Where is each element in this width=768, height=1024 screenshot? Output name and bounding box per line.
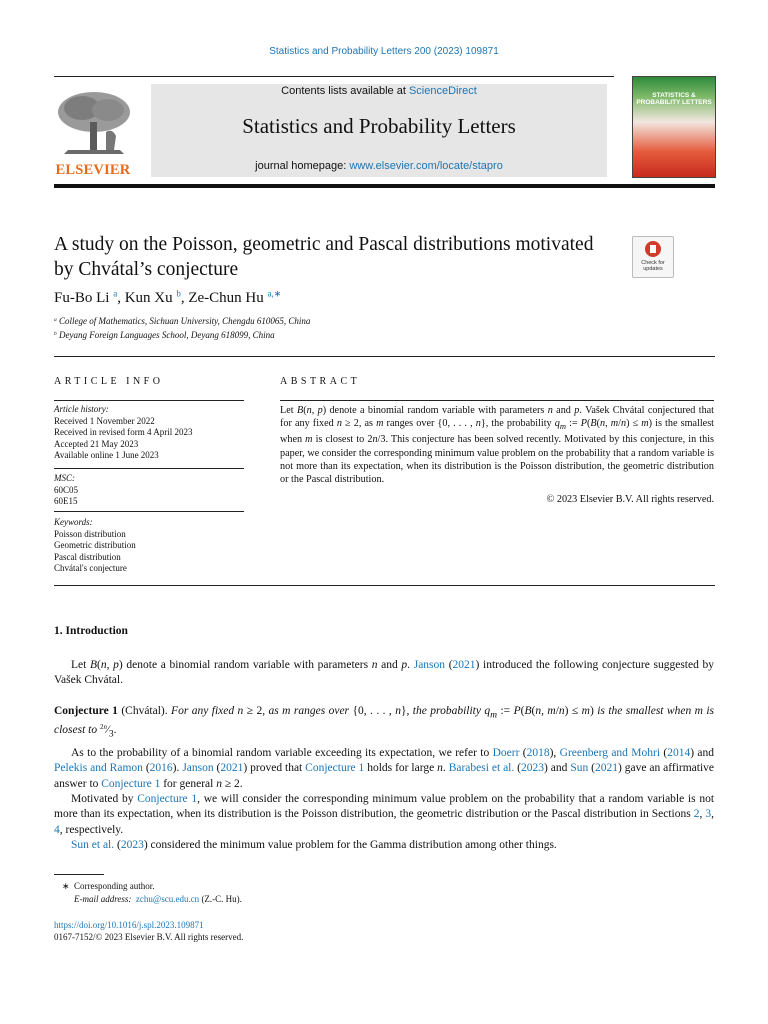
msc-label: MSC: [54, 473, 75, 483]
citation-link[interactable]: Barabesi et al. [448, 762, 515, 775]
keywords-block [54, 517, 136, 575]
intro-paragraph-3: Motivated by Conjecture 1, we will consider the corresponding minimum value problem on the probability that a random variable is not more than its expectation, when its distribution is the Poisson distribution, the geometric distribution or the Pascal distribution in Sections 2, 3, 4, respectively. [54, 793, 715, 836]
contents-line: Contents lists available at ScienceDirect [281, 85, 477, 97]
elsevier-logo [54, 88, 132, 178]
citation-header[interactable]: Statistics and Probability Letters 200 (2023) 109871 [269, 46, 499, 57]
section-rule [54, 585, 715, 586]
check-updates-label: Check for updates [641, 260, 665, 272]
keyword: Pascal distribution [54, 551, 121, 562]
citation-link[interactable]: Janson [182, 762, 214, 775]
homepage-link[interactable]: www.elsevier.com/locate/stapro [349, 160, 503, 172]
article-history [54, 404, 192, 462]
history-item: Available online 1 June 2023 [54, 450, 159, 460]
affiliation-mark[interactable]: a [113, 288, 118, 299]
corresponding-note: ∗ Corresponding author. [62, 881, 155, 891]
affiliation-a: $^a$ College of Mathematics, Sichuan University, Chengdu 610065, China [54, 316, 311, 326]
info-rule [54, 400, 244, 401]
email-note: E-mail address: zchu@scu.edu.cn (Z.-C. Hu). [74, 894, 242, 904]
header-rule [54, 76, 614, 77]
citation-link[interactable]: Janson [413, 659, 446, 671]
email-link[interactable]: zchu@scu.edu.cn [135, 894, 200, 904]
msc-code: 60E15 [54, 496, 78, 506]
citation-link[interactable]: 2023 [521, 762, 545, 775]
check-for-updates-badge[interactable] [632, 236, 674, 278]
info-rule [54, 468, 244, 469]
publisher-name: ELSEVIER [55, 162, 131, 178]
citation-link[interactable]: 2023 [120, 839, 144, 851]
affiliation-mark[interactable]: b [176, 288, 181, 299]
history-item: Received in revised form 4 April 2023 [54, 427, 193, 437]
abstract-heading: ABSTRACT [280, 376, 361, 387]
citation-link[interactable]: 2021 [452, 659, 476, 671]
citation-link[interactable]: Pelekis and Ramon [54, 762, 143, 775]
msc-code: 60C05 [54, 484, 79, 495]
citation-link[interactable]: 2016 [149, 762, 173, 775]
conjecture-link[interactable]: Conjecture 1 [137, 793, 198, 805]
info-rule [54, 511, 244, 512]
author-name[interactable]: Ze-Chun Hu [188, 290, 264, 306]
intro-paragraph-1: Let B(n, p) denote a binomial random variable with parameters n and p. Janson (2021) introduced the following conjecture suggested by Vašek Chvátal. [54, 659, 715, 687]
conjecture-link[interactable]: Conjecture 1 [305, 762, 365, 775]
bookmark-icon [645, 241, 661, 257]
intro-paragraph-4: Sun et al. (2023) considered the minimum value problem for the Gamma distribution among other things. [71, 839, 557, 851]
section-rule [54, 356, 715, 357]
intro-heading: 1. Introduction [54, 625, 128, 637]
keyword: Poisson distribution [54, 528, 126, 539]
intro-paragraph-2: As to the probability of a binomial random variable exceeding its expectation, we refer to Doerr (2018), Greenberg and Mohri (2014) and Pelekis and Ramon (2016). Janson (2021) proved that Conjecture 1 holds for large n. Barabesi et al. (2023) and Sun (2021) gave an affirmative answer to Conjecture 1 for general n ≥ 2. [54, 747, 715, 790]
conjecture-link[interactable]: Conjecture 1 [101, 777, 161, 790]
citation-link[interactable]: Sun et al. [71, 839, 115, 851]
citation-link[interactable]: Sun [570, 762, 589, 775]
article-title: A study on the Poisson, geometric and Pascal distributions motivated by Chvátal’s conjecture [54, 234, 594, 280]
conjecture-1: Conjecture 1 (Chvátal). For any fixed n ≥ 2, as m ranges over {0, . . . , n}, the probability $q_m$ := P(B(n, m/n) ≤ m) is the smallest when m is closest to $^{2n}⁄_3$. [54, 705, 715, 739]
abstract-rule [280, 400, 714, 401]
cover-title: STATISTICS & PROBABILITY LETTERS [636, 92, 712, 106]
author-name[interactable]: Kun Xu [124, 290, 173, 306]
footnote-rule [54, 874, 104, 875]
sciencedirect-link[interactable]: ScienceDirect [408, 85, 477, 97]
author-list: Fu-Bo Li $^a$, Kun Xu $^b$, Ze-Chun Hu $^{a,∗}$ [54, 288, 282, 306]
citation-link[interactable]: Greenberg and Mohri [559, 747, 661, 759]
citation-link[interactable]: 2018 [526, 747, 550, 759]
citation-link[interactable]: 2014 [667, 747, 691, 759]
doi-link[interactable]: https://doi.org/10.1016/j.spl.2023.109871 [54, 920, 204, 930]
journal-name: Statistics and Probability Letters [242, 114, 516, 138]
affiliation-mark[interactable]: a,∗ [267, 288, 282, 299]
history-label: Article history: [54, 404, 109, 414]
citation-link[interactable]: Doerr [492, 747, 520, 759]
journal-cover [632, 76, 716, 178]
section-link[interactable]: 2 [693, 808, 700, 821]
keyword: Chvátal's conjecture [54, 563, 127, 573]
history-item: Accepted 21 May 2023 [54, 438, 139, 449]
journal-banner [151, 84, 607, 177]
affiliation-b: $^b$ Deyang Foreign Languages School, Deyang 618099, China [54, 330, 275, 340]
homepage-line: journal homepage: www.elsevier.com/locate/stapro [255, 160, 503, 172]
keyword: Geometric distribution [54, 540, 136, 550]
article-info-heading: ARTICLE INFO [54, 376, 164, 387]
keywords-label: Keywords: [54, 517, 93, 527]
issn-line: 0167-7152/© 2023 Elsevier B.V. All rights reserved. [54, 932, 244, 942]
citation-link[interactable]: 2021 [594, 762, 618, 775]
author-name[interactable]: Fu-Bo Li [54, 290, 110, 306]
section-link[interactable]: 4 [54, 823, 60, 836]
copyright-line: © 2023 Elsevier B.V. All rights reserved. [546, 494, 714, 505]
abstract-text: Let B(n, p) denote a binomial random variable with parameters n and p. Vašek Chvátal conjectured that for any fixed n ≥ 2, as m ranges over {0, . . . , n}, the probability $q_m$ := P(B(n, m/n) ≤ m) is the smallest when m is closest to 2n/3. This conjecture has been solved recently. Motivated by this conjecture, in this paper, we consider the corresponding minimum value problem on the probability that a random variable is not more than its expectation, when its distribution is the Poisson distribution, the geometric distribution or the Pascal distribution. [280, 405, 715, 486]
section-link[interactable]: 3 [705, 808, 712, 821]
msc-block [54, 473, 78, 508]
history-item: Received 1 November 2022 [54, 415, 155, 426]
citation-link[interactable]: 2021 [220, 762, 244, 775]
header-thick-rule [54, 184, 715, 188]
